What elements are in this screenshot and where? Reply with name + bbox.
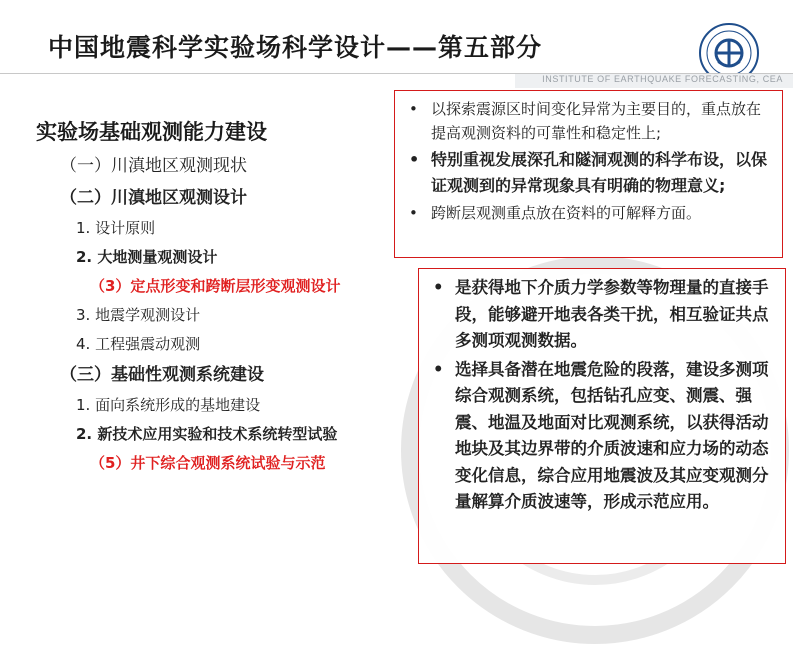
outline-item-highlight: （5）井下综合观测系统试验与示范 <box>90 454 326 472</box>
bullet-item <box>405 147 772 199</box>
outline-list <box>60 150 420 478</box>
outline-item-highlight: （3）定点形变和跨断层形变观测设计 <box>90 277 341 295</box>
outline-item: 1. 面向系统形成的基地建设 <box>76 396 261 414</box>
outline-item: 3. 地震学观测设计 <box>76 306 201 324</box>
bullet-text: 是获得地下介质力学参数等物理量的直接手段，能够避开地表各类干扰，相互验证共点多测项观测数据。 <box>455 278 769 350</box>
callout-box-observation-goals <box>394 90 783 258</box>
outline-item: 1. 设计原则 <box>76 219 156 237</box>
bullet-icon: • <box>409 204 418 222</box>
outline-item: 4. 工程强震动观测 <box>76 335 201 353</box>
outline-item: （三）基础性观测系统建设 <box>60 365 264 385</box>
bullet-item <box>429 275 775 355</box>
bullet-text: 特别重视发展深孔和隧洞观测的科学布设，以保证观测到的异常现象具有明确的物理意义; <box>431 150 768 195</box>
bullet-item <box>429 357 775 516</box>
outline-item: （二）川滇地区观测设计 <box>60 188 247 208</box>
bullet-item <box>405 201 772 225</box>
callout-box-borehole-system <box>418 268 786 564</box>
page-title: 中国地震科学实验场科学设计——第五部分 <box>48 33 543 62</box>
bullet-text: 以探索震源区时间变化异常为主要目的，重点放在提高观测资料的可靠性和稳定性上; <box>431 100 762 142</box>
bullet-icon: • <box>409 100 418 118</box>
section-title: 实验场基础观测能力建设 <box>36 120 267 144</box>
outline-item: （一）川滇地区观测现状 <box>60 156 247 176</box>
bullet-text: 选择具备潜在地震危险的段落，建设多测项综合观测系统，包括钻孔应变、测震、强震、地温及地面对比观测系统，以获得活动地块及其边界带的介质波速和应力场的动态变化信息，综合应用地震波及其应变观测分量解算介质波速等，形成示范应用。 <box>455 359 769 511</box>
bullet-icon: • <box>409 150 420 169</box>
outline-item: 2. 新技术应用实验和技术系统转型试验 <box>76 425 338 443</box>
institute-name: INSTITUTE OF EARTHQUAKE FORECASTING, CEA <box>542 74 783 84</box>
outline-item: 2. 大地测量观测设计 <box>76 248 218 266</box>
bullet-icon: • <box>433 278 444 297</box>
bullet-icon: • <box>433 359 444 379</box>
bullet-item <box>405 97 772 145</box>
bullet-text: 跨断层观测重点放在资料的可解释方面。 <box>431 204 702 222</box>
